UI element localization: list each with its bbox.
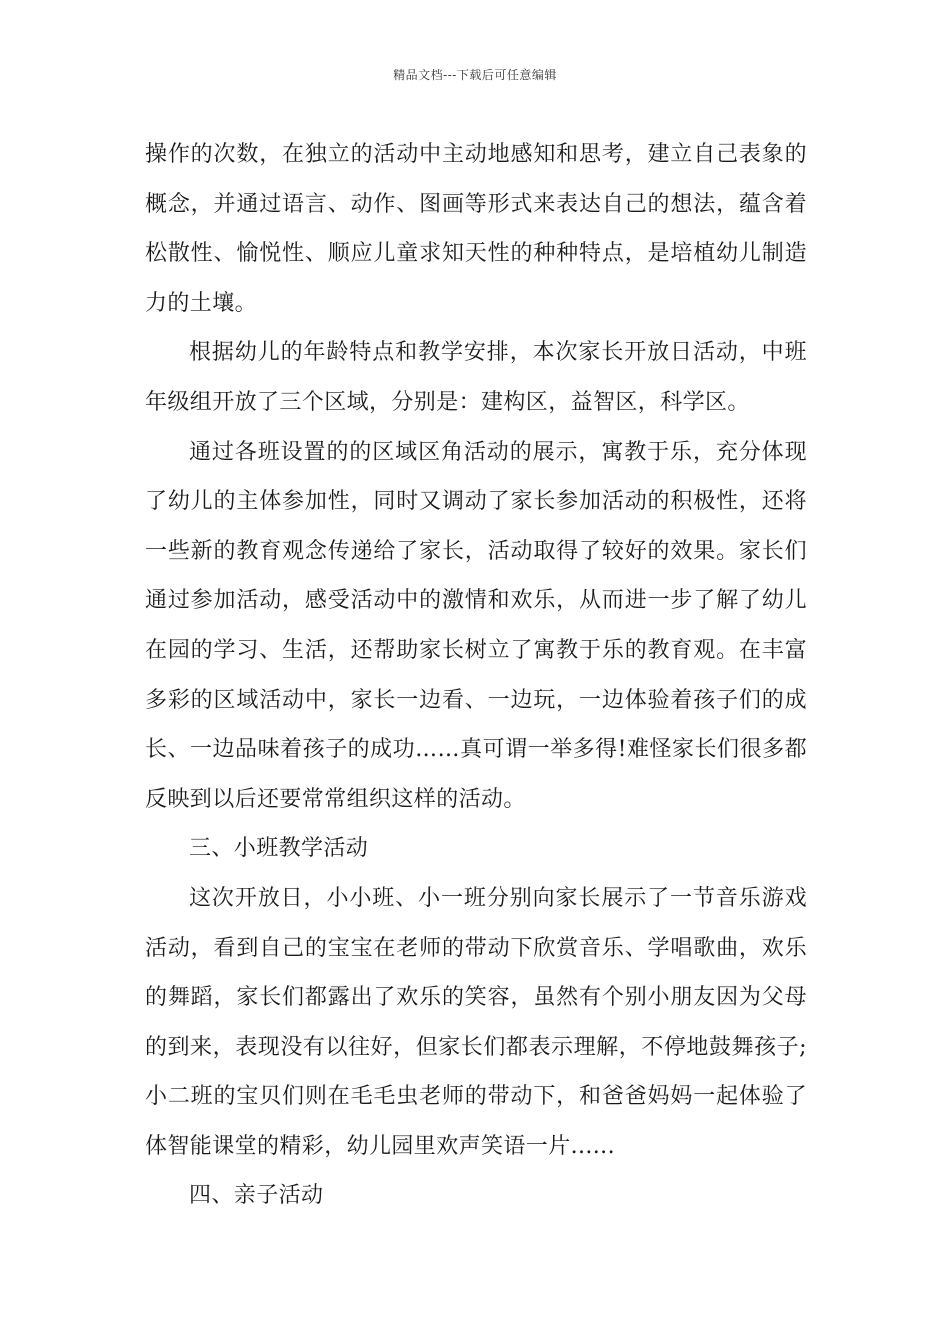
document-body [145,130,807,1221]
paragraph: 通过各班设置的的区域区角活动的展示，寓教于乐，充分体现了幼儿的主体参加性，同时又调动了家长参加活动的积极性，还将一些新的教育观念传递给了家长，活动取得了较好的效果。家长们通过参加活动，感受活动中的激情和欢乐，从而进一步了解了幼儿在园的学习、生活，还帮助家长树立了寓教于乐的教育观。在丰富多彩的区域活动中，家长一边看、一边玩，一边体验着孩子们的成长、一边品味着孩子的成功……真可谓一举多得!难怪家长们很多都反映到以后还要常常组织这样的活动。 [145,439,807,812]
section-heading: 三、小班教学活动 [189,836,369,862]
section-heading: 四、亲子活动 [189,1183,324,1209]
page-header: 精品文档---下载后可任意编辑 [393,68,557,82]
paragraph-continuation: 操作的次数，在独立的活动中主动地感知和思考，建立自己表象的概念，并通过语言、动作、图画等形式来表达自己的想法，蕴含着松散性、愉悦性、顺应儿童求知天性的种种特点，是培植幼儿制造力的土壤。 [145,142,807,316]
paragraph: 这次开放日，小小班、小一班分别向家长展示了一节音乐游戏活动，看到自己的宝宝在老师的带动下欣赏音乐、学唱歌曲，欢乐的舞蹈，家长们都露出了欢乐的笑容，虽然有个别小朋友因为父母的到来，表现没有以往好，但家长们都表示理解，不停地鼓舞孩子;小二班的宝贝们则在毛毛虫老师的带动下，和爸爸妈妈一起体验了体智能课堂的精彩，幼儿园里欢声笑语一片...... [145,885,807,1159]
paragraph: 根据幼儿的年龄特点和教学安排，本次家长开放日活动，中班年级组开放了三个区域，分别是：建构区，益智区，科学区。 [145,340,807,415]
